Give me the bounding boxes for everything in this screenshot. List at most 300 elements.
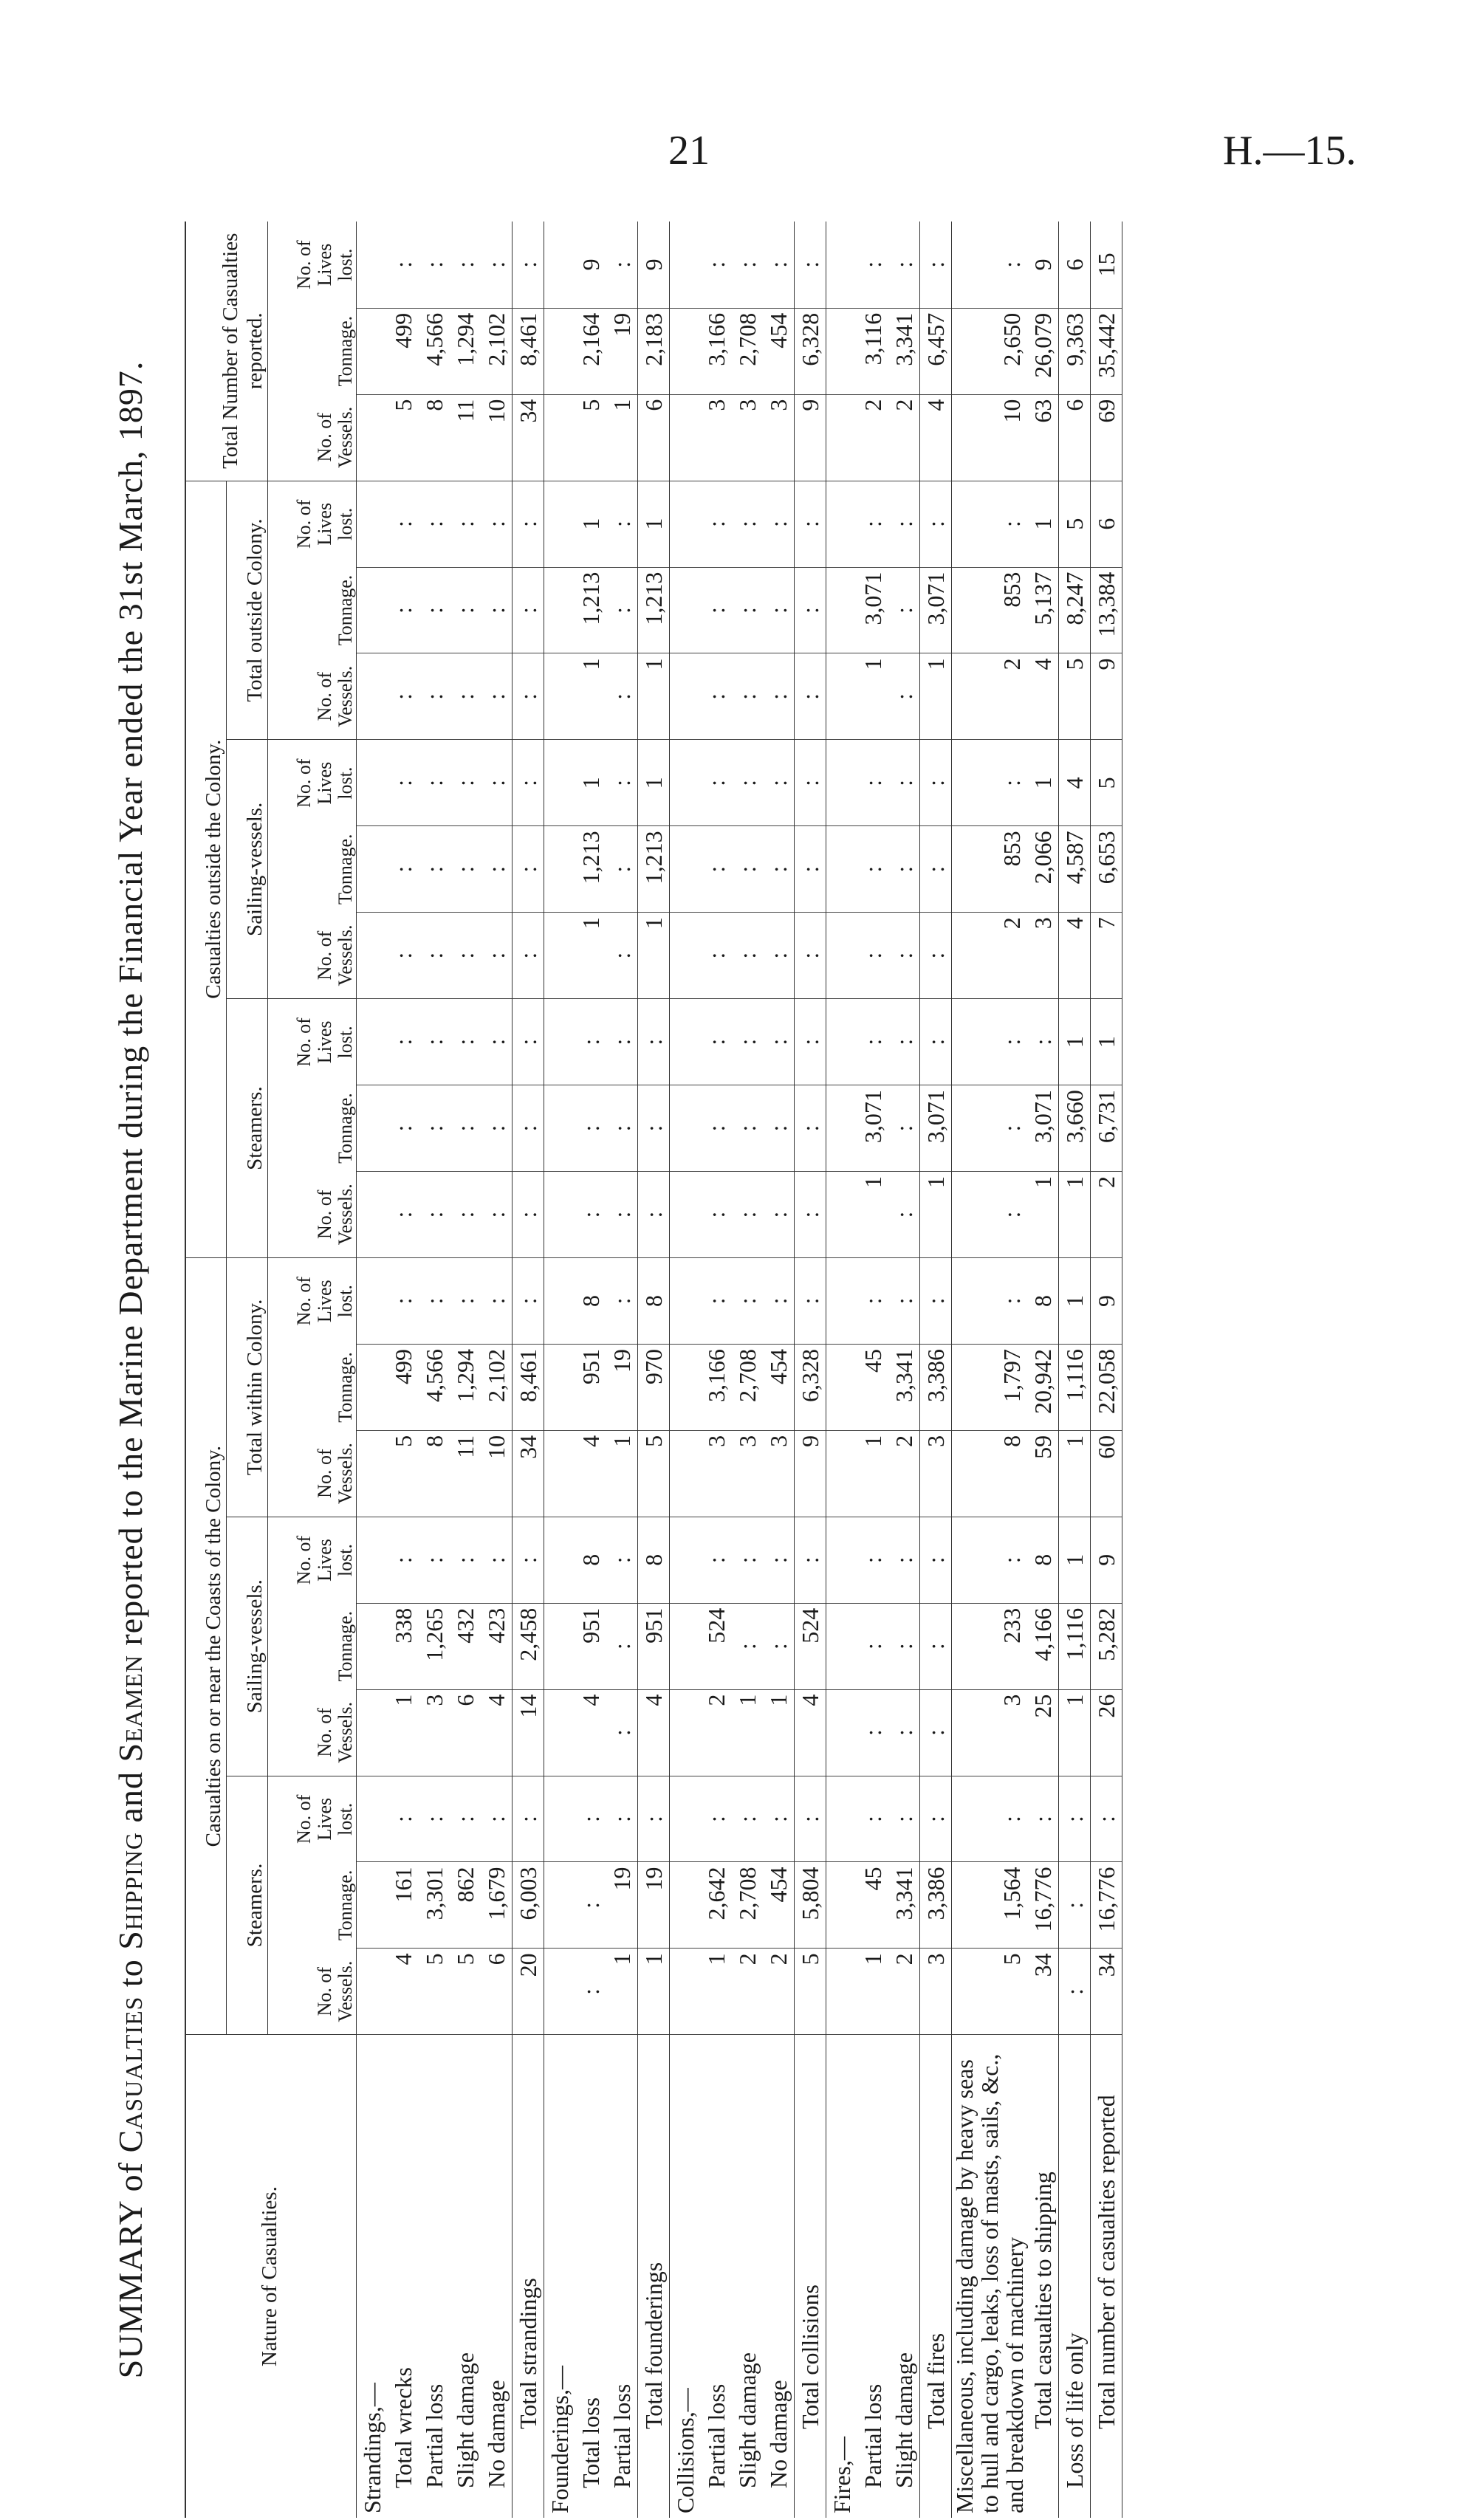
table-cell: : (419, 999, 450, 1085)
table-cell: : (888, 1257, 920, 1344)
table-cell: 19 (606, 1344, 638, 1430)
column-header-vessels: No. of Vessels. (267, 1949, 356, 2035)
row-label: Slight damage (888, 2035, 920, 2518)
table-cell: : (388, 1517, 419, 1603)
table-cell: 8 (951, 1430, 1027, 1517)
table-cell (356, 481, 388, 567)
table-cell (356, 1085, 388, 1172)
table-cell: 8 (637, 1257, 669, 1344)
column-header-lives: No. of Lives lost. (267, 740, 356, 826)
table-row (794, 222, 826, 2518)
table-cell: : (481, 1776, 513, 1862)
table-cell: 3,341 (888, 308, 920, 394)
table-cell: : (794, 481, 826, 567)
table-cell: : (763, 740, 795, 826)
table-cell: : (888, 567, 920, 653)
table-cell: 2 (951, 913, 1027, 999)
table-cell: 4,587 (1058, 826, 1090, 913)
table-cell: 1 (637, 1949, 669, 2035)
table-cell (669, 1430, 701, 1517)
row-label: Total number of casualties reported (1090, 2035, 1122, 2518)
table-cell: : (388, 1776, 419, 1862)
table-cell: : (951, 1085, 1027, 1172)
table-cell: 432 (450, 1603, 481, 1689)
within-steamers-header: Steamers. (226, 1776, 267, 2035)
table-cell: 2,066 (1027, 826, 1059, 913)
table-cell: 5 (1058, 653, 1090, 740)
table-cell: 15 (1090, 222, 1122, 308)
row-label: Strandings,— (358, 2383, 385, 2513)
table-cell: : (763, 1603, 795, 1689)
table-cell (544, 999, 575, 1085)
table-cell (544, 308, 575, 394)
table-cell: 63 (1027, 394, 1059, 481)
table-cell: 233 (951, 1603, 1027, 1689)
table-cell: : (732, 826, 763, 913)
column-header-lives: No. of Lives lost. (267, 999, 356, 1085)
table-cell: 1 (606, 1949, 638, 2035)
table-cell (356, 394, 388, 481)
table-cell (669, 567, 701, 653)
table-cell: : (951, 1776, 1027, 1862)
table-cell (669, 913, 701, 999)
table-cell (544, 1949, 575, 2035)
table-cell: 34 (512, 1430, 544, 1517)
table-cell: 2 (1090, 1172, 1122, 1258)
table-cell: : (450, 1776, 481, 1862)
table-cell: : (1027, 1776, 1059, 1862)
table-cell: 6 (1090, 481, 1122, 567)
table-cell: 1 (857, 1949, 888, 2035)
table-cell: : (701, 1257, 732, 1344)
page-title (111, 222, 177, 2518)
table-cell: : (388, 222, 419, 308)
table-cell: : (419, 913, 450, 999)
table-cell: : (701, 913, 732, 999)
table-cell: 1 (388, 1689, 419, 1776)
table-cell: 7 (1090, 913, 1122, 999)
table-cell: 4 (637, 1689, 669, 1776)
table-cell: 1,213 (637, 826, 669, 913)
column-header-vessels: No. of Vessels. (267, 1689, 356, 1776)
table-cell: 4 (575, 1430, 606, 1517)
table-cell: : (919, 222, 951, 308)
table-cell: 3,071 (919, 1085, 951, 1172)
table-cell: 4 (1058, 740, 1090, 826)
table-cell: : (450, 1172, 481, 1258)
table-cell: : (732, 1776, 763, 1862)
table-row (388, 222, 419, 2518)
within-colony-group-header: Casualties on or near the Coasts of the Colony. (185, 1257, 226, 2034)
table-cell (669, 1085, 701, 1172)
table-cell: : (732, 653, 763, 740)
table-cell: : (763, 653, 795, 740)
table-cell (826, 1949, 857, 2035)
table-cell (669, 1517, 701, 1603)
table-cell (826, 1085, 857, 1172)
table-cell (826, 913, 857, 999)
row-label: Total wrecks (389, 2367, 417, 2488)
table-cell: 4 (481, 1689, 513, 1776)
table-cell: 3 (701, 1430, 732, 1517)
table-cell: 5,282 (1090, 1603, 1122, 1689)
table-cell: : (794, 913, 826, 999)
table-cell: 1 (575, 740, 606, 826)
table-cell: : (701, 1085, 732, 1172)
table-cell: 4 (1027, 653, 1059, 740)
table-cell: 5 (794, 1949, 826, 2035)
table-cell: : (450, 826, 481, 913)
title-shipping: Shipping (112, 1831, 149, 1950)
table-cell: : (888, 1517, 920, 1603)
table-cell: : (857, 1257, 888, 1344)
table-cell: : (794, 1085, 826, 1172)
outside-colony-group-header: Casualties outside the Colony. (185, 481, 226, 1257)
table-cell: : (512, 653, 544, 740)
table-cell (826, 1862, 857, 1949)
page-reference: H.—15. (1223, 128, 1357, 174)
table-cell: 9 (637, 222, 669, 308)
table-cell: 6 (1058, 222, 1090, 308)
table-cell: : (919, 481, 951, 567)
table-cell: 6 (481, 1949, 513, 2035)
table-cell: : (732, 913, 763, 999)
table-cell: : (481, 999, 513, 1085)
table-cell (669, 740, 701, 826)
table-cell: : (606, 653, 638, 740)
column-header-vessels: No. of Vessels. (267, 394, 356, 481)
table-cell: 5 (419, 1949, 450, 2035)
table-cell: : (1058, 1862, 1090, 1949)
table-cell: : (512, 1776, 544, 1862)
table-cell: : (481, 653, 513, 740)
column-header-vessels: No. of Vessels. (267, 653, 356, 740)
table-cell: 6 (637, 394, 669, 481)
table-cell: : (794, 1172, 826, 1258)
column-header-tonnage: Tonnage. (267, 1603, 356, 1689)
table-cell: : (606, 1517, 638, 1603)
table-cell: : (419, 1257, 450, 1344)
table-cell: 499 (388, 308, 419, 394)
table-cell: : (732, 1257, 763, 1344)
table-cell: 1 (1027, 1172, 1059, 1258)
table-cell: : (951, 1172, 1027, 1258)
table-cell: : (419, 567, 450, 653)
table-cell: 5 (637, 1430, 669, 1517)
table-row (1058, 222, 1090, 2518)
table-cell (826, 1776, 857, 1862)
table-cell (356, 653, 388, 740)
table-cell: 59 (1027, 1430, 1059, 1517)
table-cell: : (388, 653, 419, 740)
table-cell: 22,058 (1090, 1344, 1122, 1430)
table-cell: 8 (575, 1517, 606, 1603)
table-cell (544, 1689, 575, 1776)
table-row (857, 222, 888, 2518)
table-cell: 4 (919, 394, 951, 481)
table-cell: 13,384 (1090, 567, 1122, 653)
table-cell: : (450, 653, 481, 740)
table-cell: 6 (1058, 394, 1090, 481)
table-cell: 951 (575, 1603, 606, 1689)
table-cell: : (732, 222, 763, 308)
table-cell: : (606, 1257, 638, 1344)
table-cell (356, 1172, 388, 1258)
row-label: Partial loss (702, 2383, 730, 2488)
table-cell (669, 394, 701, 481)
title-seamen: Seamen (112, 1655, 149, 1762)
table-cell: 5 (575, 394, 606, 481)
table-cell: 8 (575, 1257, 606, 1344)
table-cell: 1,797 (951, 1344, 1027, 1430)
total-outside-header: Total outside Colony. (226, 481, 267, 740)
table-cell: : (481, 222, 513, 308)
table-row (575, 222, 606, 2518)
table-cell: 2,708 (732, 1862, 763, 1949)
table-cell: : (857, 481, 888, 567)
table-cell: : (857, 826, 888, 913)
table-cell: 5 (1058, 481, 1090, 567)
table-cell: : (794, 740, 826, 826)
table-cell: 2 (888, 394, 920, 481)
column-header-tonnage: Tonnage. (267, 567, 356, 653)
table-cell: 1 (606, 394, 638, 481)
table-cell: : (419, 481, 450, 567)
table-cell (669, 1689, 701, 1776)
table-cell: : (606, 1603, 638, 1689)
table-cell (826, 308, 857, 394)
table-cell: : (481, 1257, 513, 1344)
table-cell: 6 (450, 1689, 481, 1776)
table-cell: 2 (732, 1949, 763, 2035)
row-label: Partial loss (859, 2383, 886, 2488)
table-cell (826, 481, 857, 567)
table-cell: 853 (951, 826, 1027, 913)
table-cell: : (951, 1517, 1027, 1603)
table-cell: 6,731 (1090, 1085, 1122, 1172)
table-cell: 423 (481, 1603, 513, 1689)
table-row (419, 222, 450, 2518)
title-rest: reported to the Marine Department during the Financial Year ended the 31st March, 1897. (112, 360, 149, 1655)
table-cell: : (1090, 1776, 1122, 1862)
table-cell: : (919, 1603, 951, 1689)
table-cell: : (857, 1517, 888, 1603)
table-cell: 3,386 (919, 1862, 951, 1949)
table-cell: 5,804 (794, 1862, 826, 1949)
table-row (606, 222, 638, 2518)
table-cell (356, 1862, 388, 1949)
table-row (512, 222, 544, 2518)
table-cell: 5 (450, 1949, 481, 2035)
page-number: 21 (668, 128, 710, 174)
table-cell: 8 (1027, 1257, 1059, 1344)
table-cell: : (419, 653, 450, 740)
table-cell: 3,071 (1027, 1085, 1059, 1172)
table-cell: 1 (1058, 1517, 1090, 1603)
table-cell: 8,461 (512, 1344, 544, 1430)
row-label: Loss of life only (1058, 2035, 1090, 2518)
table-cell: : (732, 481, 763, 567)
table-cell: : (763, 1517, 795, 1603)
table-cell: 2 (888, 1949, 920, 2035)
table-cell (544, 826, 575, 913)
table-cell: : (388, 481, 419, 567)
total-reported-group-header: Total Number of Casualties reported. (185, 222, 267, 481)
table-cell: 3 (763, 394, 795, 481)
column-header-lives: No. of Lives lost. (267, 1776, 356, 1862)
table-cell: 1 (919, 1172, 951, 1258)
table-cell: : (606, 1776, 638, 1862)
table-cell: 1,265 (419, 1603, 450, 1689)
table-cell: 10 (951, 394, 1027, 481)
table-cell: : (951, 740, 1027, 826)
table-cell: : (575, 1172, 606, 1258)
title-to: to (112, 1949, 149, 1997)
table-cell: : (701, 653, 732, 740)
table-cell: 19 (637, 1862, 669, 1949)
table-cell: : (888, 1689, 920, 1776)
row-label: Fires,— (828, 2437, 855, 2513)
table-cell: : (512, 999, 544, 1085)
row-label: Miscellaneous, including damage by heavy seas to hull and cargo, leaks, loss of masts, sails, &c., and breakdown of machinery (950, 2053, 1028, 2513)
table-cell: 45 (857, 1344, 888, 1430)
table-cell: 26,079 (1027, 308, 1059, 394)
table-cell: : (763, 1776, 795, 1862)
table-cell: 524 (794, 1603, 826, 1689)
table-cell (826, 567, 857, 653)
table-cell: : (419, 1776, 450, 1862)
row-label: Total fires (919, 2035, 951, 2518)
table-cell (544, 394, 575, 481)
table-row (732, 222, 763, 2518)
table-cell: : (481, 1517, 513, 1603)
table-cell (356, 740, 388, 826)
table-cell (544, 1776, 575, 1862)
table-cell: 1 (763, 1689, 795, 1776)
table-cell: : (732, 1085, 763, 1172)
table-row (1090, 222, 1122, 2518)
table-cell: 10 (481, 394, 513, 481)
column-header-lives: No. of Lives lost. (267, 222, 356, 308)
table-cell: 9 (1090, 653, 1122, 740)
table-cell: : (481, 826, 513, 913)
table-cell: 8 (1027, 1517, 1059, 1603)
row-label: Total loss (577, 2397, 604, 2488)
column-header-lives: No. of Lives lost. (267, 1517, 356, 1603)
table-cell: : (763, 826, 795, 913)
nature-header: Nature of Casualties. (185, 2035, 356, 2518)
table-cell: : (919, 1517, 951, 1603)
table-cell (544, 1257, 575, 1344)
table-cell: 3,116 (857, 308, 888, 394)
table-cell: 6,003 (512, 1862, 544, 1949)
table-cell: 5,137 (1027, 567, 1059, 653)
total-within-header: Total within Colony. (226, 1257, 267, 1517)
table-cell: : (888, 740, 920, 826)
table-cell: : (575, 999, 606, 1085)
table-cell: : (388, 999, 419, 1085)
table-cell: 6,653 (1090, 826, 1122, 913)
table-cell: : (1058, 1949, 1090, 2035)
table-cell (826, 1517, 857, 1603)
table-cell: : (763, 567, 795, 653)
table-cell: 3,071 (857, 567, 888, 653)
table-cell (826, 222, 857, 308)
outside-steamers-header: Steamers. (226, 999, 267, 1258)
table-cell: : (732, 999, 763, 1085)
table-cell: 3 (732, 394, 763, 481)
table-cell: 9,363 (1058, 308, 1090, 394)
table-cell: 4 (388, 1949, 419, 2035)
table-cell: 3 (419, 1689, 450, 1776)
table-cell: : (794, 999, 826, 1085)
table-cell: 1,213 (637, 567, 669, 653)
table-cell: : (606, 999, 638, 1085)
table-cell (356, 222, 388, 308)
table-cell (826, 740, 857, 826)
table-cell: : (888, 913, 920, 999)
table-cell: 862 (450, 1862, 481, 1949)
table-cell (356, 999, 388, 1085)
table-cell: : (763, 1172, 795, 1258)
table-cell: : (637, 999, 669, 1085)
table-cell: 5 (951, 1949, 1027, 2035)
table-cell: : (951, 1257, 1027, 1344)
table-cell: : (951, 999, 1027, 1085)
table-cell: 1 (1090, 999, 1122, 1085)
table-cell: 2 (888, 1430, 920, 1517)
table-cell: 2 (701, 1689, 732, 1776)
table-cell: 3,660 (1058, 1085, 1090, 1172)
table-cell: 454 (763, 1862, 795, 1949)
table-cell: : (481, 567, 513, 653)
table-cell: : (606, 740, 638, 826)
table-cell: 34 (1027, 1949, 1059, 2035)
table-cell (544, 222, 575, 308)
table-cell: : (701, 826, 732, 913)
table-cell: 1 (857, 653, 888, 740)
table-cell: 3 (1027, 913, 1059, 999)
table-cell (356, 1776, 388, 1862)
table-cell (356, 913, 388, 999)
table-cell: : (419, 740, 450, 826)
table-cell: 1,564 (951, 1862, 1027, 1949)
table-cell: 60 (1090, 1430, 1122, 1517)
table-cell (669, 1344, 701, 1430)
table-cell: : (450, 567, 481, 653)
table-row (1027, 222, 1059, 2518)
table-cell: : (794, 653, 826, 740)
table-cell (356, 1949, 388, 2035)
table-cell: : (388, 1172, 419, 1258)
table-cell: 3 (919, 1430, 951, 1517)
table-row (356, 222, 388, 2518)
table-cell: 1 (1058, 1689, 1090, 1776)
table-cell: : (732, 567, 763, 653)
table-cell: : (450, 1517, 481, 1603)
table-cell (826, 1344, 857, 1430)
table-cell: 4,566 (419, 1344, 450, 1430)
column-header-vessels: No. of Vessels. (267, 1430, 356, 1517)
table-cell: : (857, 1689, 888, 1776)
column-header-lives: No. of Lives lost. (267, 481, 356, 567)
table-cell: : (701, 740, 732, 826)
table-cell (669, 1862, 701, 1949)
table-cell: : (575, 1862, 606, 1949)
table-cell (356, 308, 388, 394)
table-cell: 19 (606, 308, 638, 394)
table-cell: : (888, 1172, 920, 1258)
